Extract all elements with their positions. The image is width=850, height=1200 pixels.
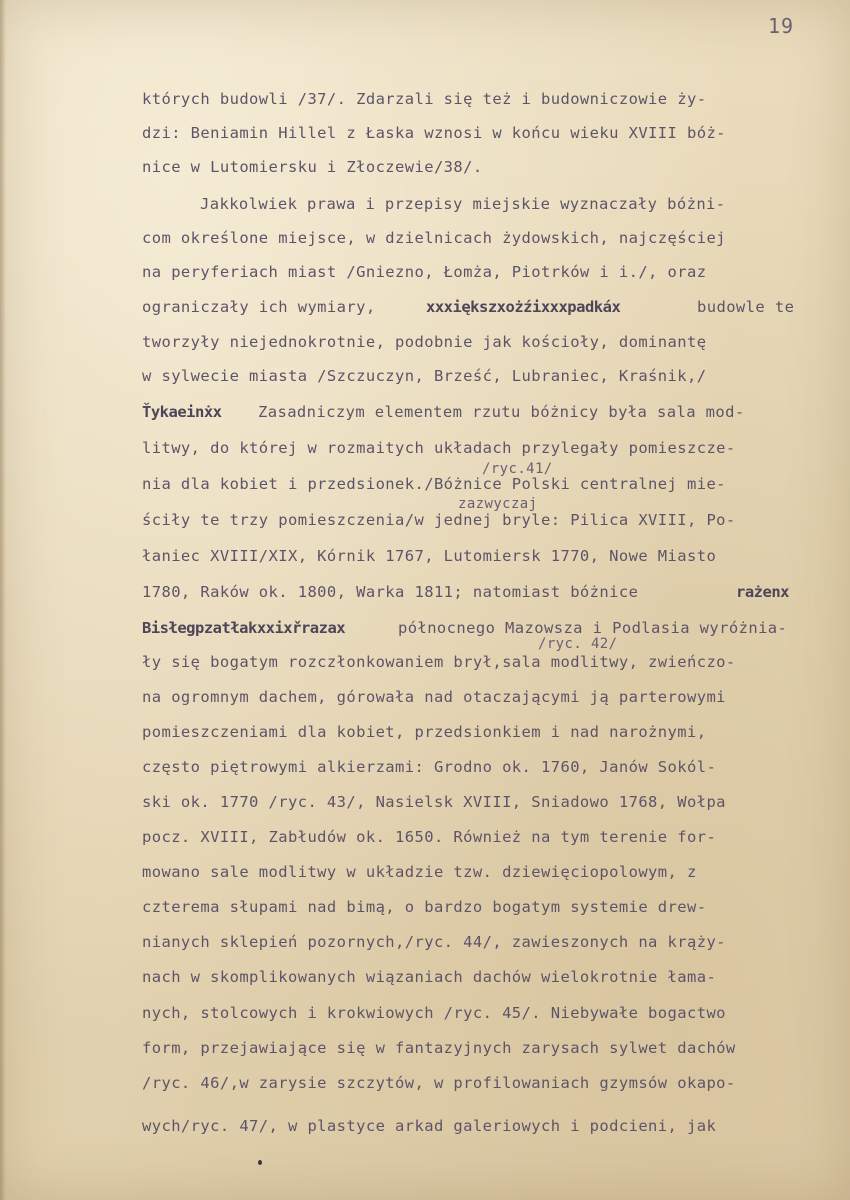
text-line: nych, stolcowych i krokwiowych /ryc. 45/. Niebywałe bogactwo (142, 1004, 726, 1022)
text-line: ściły te trzy pomieszczenia/w jednej bryle: Pilica XVIII, Po- (142, 511, 736, 529)
text-line: nach w skomplikowanych wiązaniach dachów wielokrotnie łama- (142, 968, 717, 986)
interlinear-insertion: /ryc.41/ (482, 461, 553, 477)
text-line: na peryferiach miast /Gniezno, Łomża, Piotrków i i./, oraz (142, 263, 707, 281)
text-line: północnego Mazowsza i Podlasia wyróżnia- (398, 619, 788, 637)
text-line: nianych sklepień pozornych,/ryc. 44/, zawieszonych na krąży- (142, 933, 726, 951)
text-line: często piętrowymi alkierzami: Grodno ok. 1760, Janów Sokól- (142, 758, 717, 776)
struck-out-text: rażenx (736, 583, 789, 601)
text-line: łaniec XVIII/XIX, Kórnik 1767, Lutomiersk 1770, Nowe Miasto (142, 547, 717, 565)
text-line: ski ok. 1770 /ryc. 43/, Nasielsk XVIII, Sniadowo 1768, Wołpa (142, 793, 726, 811)
text-line: tworzyły niejednokrotnie, podobnie jak kościoły, dominantę (142, 333, 707, 351)
text-line: /ryc. 46/,w zarysie szczytów, w profilowaniach gzymsów okapo- (142, 1074, 736, 1092)
text-line: 1780, Raków ok. 1800, Warka 1811; natomiast bóżnice (142, 583, 639, 601)
text-line: budowle te (697, 298, 795, 316)
text-line: nia dla kobiet i przedsionek./Bóżnice Polski centralnej mie- (142, 475, 726, 493)
text-line: dzi: Beniamin Hillel z Łaska wznosi w końcu wieku XVIII bóż- (142, 124, 726, 142)
struck-out-text: xxxiększxożźixxxpadkáx (426, 298, 621, 316)
text-line: Jakkolwiek prawa i przepisy miejskie wyznaczały bóżni- (200, 195, 726, 213)
text-line: form, przejawiające się w fantazyjnych zarysach sylwet dachów (142, 1039, 736, 1057)
text-line: czterema słupami nad bimą, o bardzo bogatym systemie drew- (142, 898, 707, 916)
text-line: mowano sale modlitwy w układzie tzw. dziewięciopolowym, z (142, 863, 697, 881)
ink-dot (258, 1160, 262, 1165)
text-line: pomieszczeniami dla kobiet, przedsionkiem i nad narożnymi, (142, 723, 707, 741)
interlinear-insertion: zazwyczaj (458, 496, 538, 512)
text-line: Zasadniczym elementem rzutu bóżnicy była sala mod- (258, 403, 745, 421)
text-line: ły się bogatym rozczłonkowaniem brył,sala modlitwy, zwieńczo- (142, 653, 736, 671)
text-line: ograniczały ich wymiary, (142, 298, 376, 316)
page-number: 19 (768, 14, 795, 38)
struck-out-text: Ťykaeinẋx (142, 403, 222, 421)
text-line: com określone miejsce, w dzielnicach żydowskich, najczęściej (142, 229, 726, 247)
struck-out-text: Bisłegpzatłakxxixřrazax (142, 619, 346, 637)
text-line: nice w Lutomiersku i Złoczewie/38/. (142, 158, 483, 176)
text-line: wych/ryc. 47/, w plastyce arkad galeriowych i podcieni, jak (142, 1117, 717, 1135)
text-line: których budowli /37/. Zdarzali się też i budowniczowie ży- (142, 90, 707, 108)
interlinear-insertion: /ryc. 42/ (538, 636, 618, 652)
text-line: na ogromnym dachem, górowała nad otaczającymi ją parterowymi (142, 688, 726, 706)
text-line: pocz. XVIII, Zabłudów ok. 1650. Również na tym terenie for- (142, 828, 717, 846)
text-line: w sylwecie miasta /Szczuczyn, Brześć, Lubraniec, Kraśnik,/ (142, 367, 707, 385)
text-line: litwy, do której w rozmaitych układach przylegały pomieszcze- (142, 439, 736, 457)
